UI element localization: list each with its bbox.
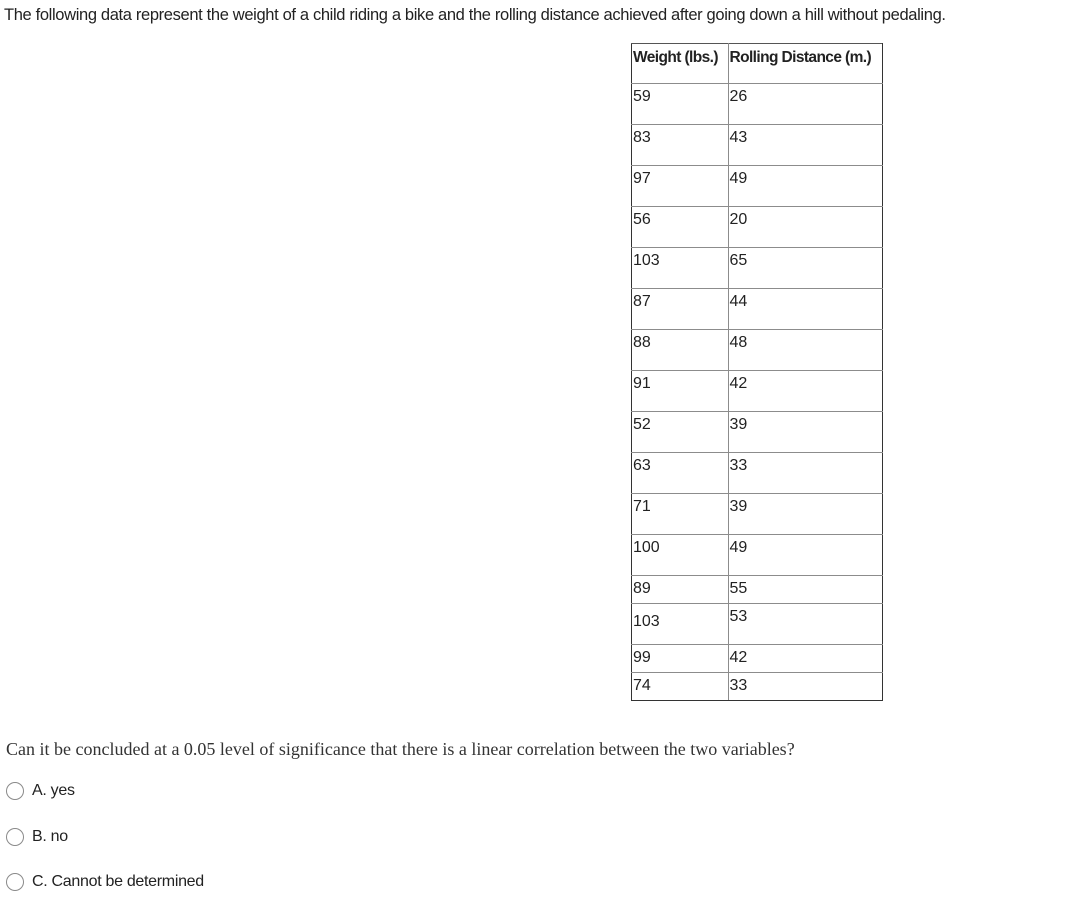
header-rolling-distance: Rolling Distance (m.): [728, 44, 882, 84]
option-c-label: C. Cannot be determined: [32, 873, 204, 890]
weight-cell: 74: [632, 673, 729, 701]
weight-cell: 88: [632, 330, 729, 371]
table-row: [632, 207, 883, 248]
distance-cell: 33: [728, 673, 882, 701]
weight-cell: 52: [632, 412, 729, 453]
table-row: [632, 84, 883, 125]
distance-cell: 55: [728, 576, 882, 604]
problem-intro: The following data represent the weight of a child riding a bike and the rolling distance achieved after going down a hill without pedaling.: [4, 6, 946, 24]
table-row: [632, 453, 883, 494]
weight-cell: 100: [632, 535, 729, 576]
distance-cell: 39: [728, 412, 882, 453]
weight-cell: 56: [632, 207, 729, 248]
distance-cell: 33: [728, 453, 882, 494]
table-row: [632, 412, 883, 453]
weight-cell: 63: [632, 453, 729, 494]
table-row: [632, 371, 883, 412]
weight-cell: 99: [632, 645, 729, 673]
distance-cell: 53: [728, 604, 882, 645]
table-row: [632, 125, 883, 166]
distance-cell: 43: [728, 125, 882, 166]
weight-cell: 83: [632, 125, 729, 166]
table-row: [632, 166, 883, 207]
weight-cell: 59: [632, 84, 729, 125]
table-row: [632, 535, 883, 576]
weight-cell: 87: [632, 289, 729, 330]
header-weight: Weight (lbs.): [632, 44, 729, 84]
option-c[interactable]: [6, 873, 204, 891]
table-row: [632, 248, 883, 289]
table-row: [632, 289, 883, 330]
table-row: [632, 645, 883, 673]
distance-cell: 42: [728, 645, 882, 673]
question-text: Can it be concluded at a 0.05 level of significance that there is a linear correlation between the two variables?: [6, 739, 795, 759]
distance-cell: 26: [728, 84, 882, 125]
weight-cell: 103: [632, 604, 729, 645]
data-table: [631, 43, 883, 701]
distance-cell: 42: [728, 371, 882, 412]
distance-cell: 44: [728, 289, 882, 330]
distance-cell: 49: [728, 166, 882, 207]
option-c-radio[interactable]: [6, 873, 24, 891]
option-a[interactable]: [6, 782, 75, 800]
table-row: [632, 673, 883, 701]
weight-cell: 103: [632, 248, 729, 289]
weight-cell: 91: [632, 371, 729, 412]
table-row: [632, 576, 883, 604]
table-row: [632, 494, 883, 535]
option-b-label: B. no: [32, 828, 68, 845]
weight-cell: 97: [632, 166, 729, 207]
distance-cell: 65: [728, 248, 882, 289]
weight-cell: 89: [632, 576, 729, 604]
option-b-radio[interactable]: [6, 828, 24, 846]
table-row: [632, 604, 883, 645]
table-row: [632, 330, 883, 371]
distance-cell: 48: [728, 330, 882, 371]
distance-cell: 20: [728, 207, 882, 248]
table-header-row: [632, 44, 883, 84]
distance-cell: 49: [728, 535, 882, 576]
option-b[interactable]: [6, 828, 68, 846]
distance-cell: 39: [728, 494, 882, 535]
weight-cell: 71: [632, 494, 729, 535]
option-a-radio[interactable]: [6, 782, 24, 800]
option-a-label: A. yes: [32, 782, 75, 799]
